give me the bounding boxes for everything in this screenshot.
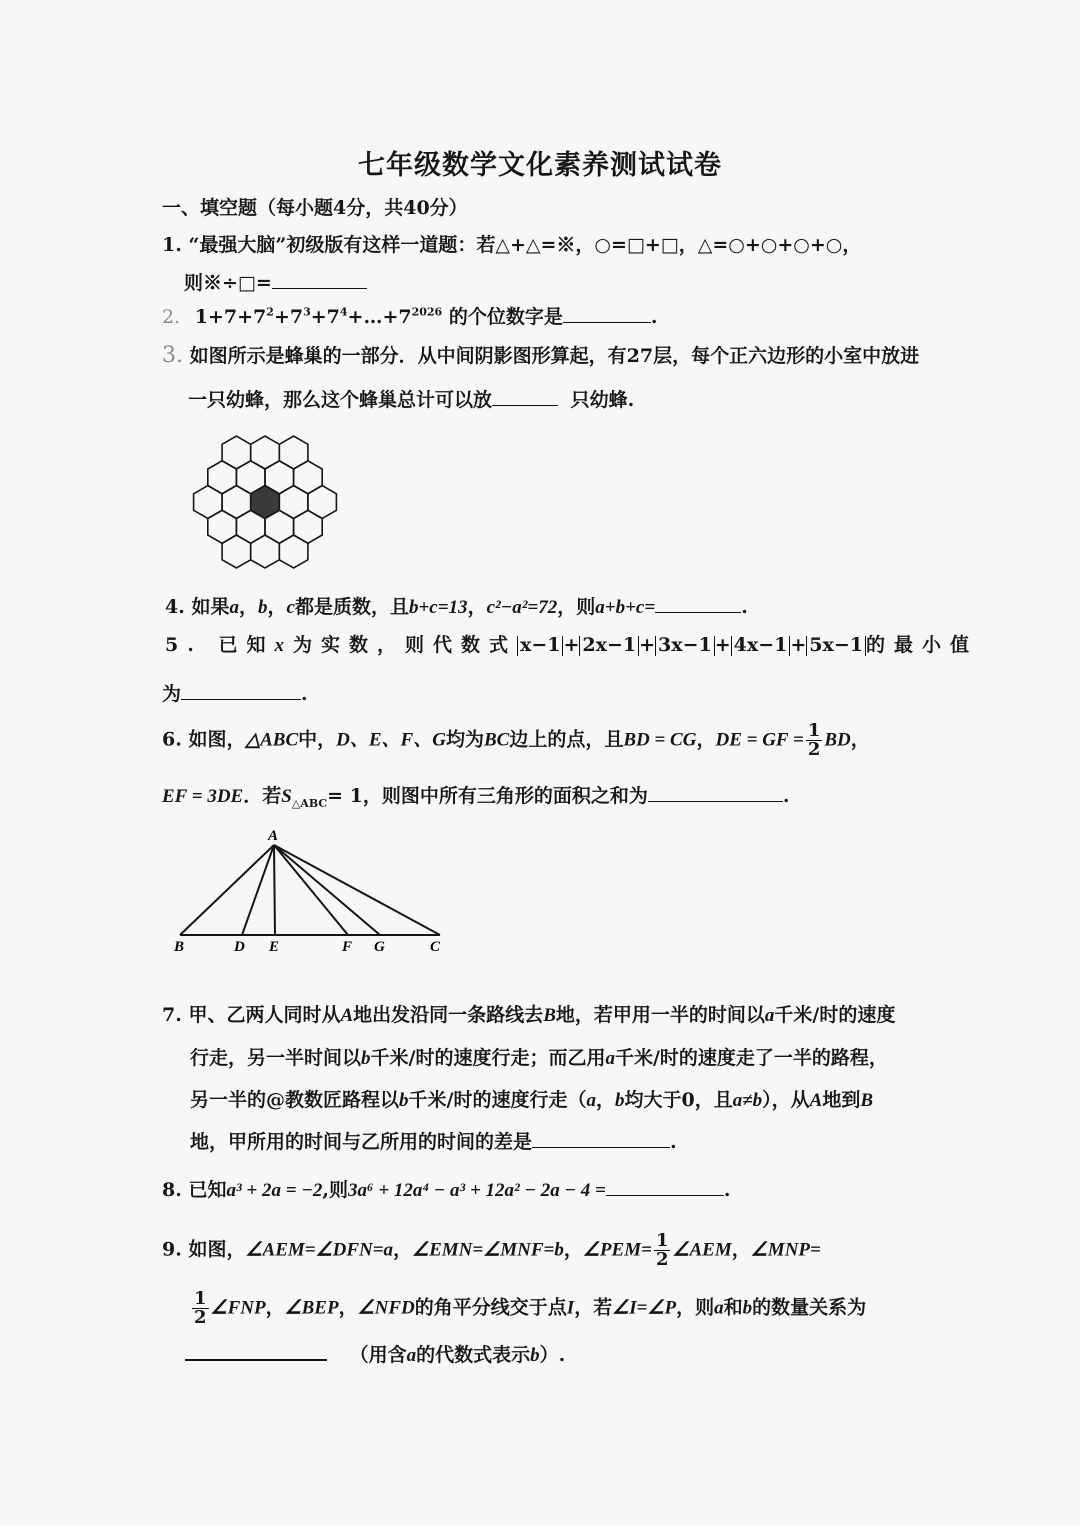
segment-ac bbox=[274, 845, 440, 935]
question-number: 7. bbox=[162, 1004, 182, 1026]
answer-blank[interactable] bbox=[272, 269, 367, 289]
point-label-b: B bbox=[174, 939, 185, 955]
answer-blank[interactable] bbox=[185, 1340, 327, 1361]
answer-blank[interactable] bbox=[606, 1176, 724, 1196]
question-3-line2 bbox=[188, 385, 634, 412]
point-label-g: G bbox=[374, 939, 385, 955]
question-7-line4: 地，甲所用的时间与乙所用的时间的差是 . bbox=[190, 1127, 677, 1154]
point-label-d: D bbox=[234, 939, 245, 955]
question-5-line2: 为 . bbox=[162, 679, 308, 706]
point-label-e: E bbox=[269, 939, 280, 955]
question-1-line2 bbox=[184, 268, 367, 295]
question-8: 8. 已知a³ + 2a = −2,则3a⁶ + 12a⁴ − a³ + 12a² − 2a − 4 = . bbox=[162, 1175, 730, 1202]
answer-blank[interactable] bbox=[563, 303, 651, 323]
answer-blank[interactable] bbox=[492, 386, 558, 406]
question-4: 4. 如果a，b，c都是质数，且b+c=13，c²−a²=72，则a+b+c= . bbox=[165, 592, 748, 619]
honeycomb-cell bbox=[308, 486, 337, 519]
segment-ab bbox=[180, 845, 274, 935]
triangle-figure bbox=[168, 825, 458, 955]
question-text: 如图所示是蜂巢的一部分．从中间阴影图形算起，有27层，每个正六边形的小室中放进 bbox=[189, 345, 920, 367]
question-9-line3: （用含a的代数式表示b）. bbox=[185, 1340, 565, 1367]
question-6-line1: 6. 如图，△ABC中，D、E、F、G均为BC边上的点，且BD = CG，DE = GF = $\frac{1}{2}$ BD， bbox=[162, 720, 870, 760]
question-number: 4. bbox=[165, 596, 185, 618]
question-3-line1 bbox=[162, 341, 919, 368]
segment-ag bbox=[274, 845, 380, 935]
question-7-line2: 行走，另一半时间以b千米/时的速度行走；而乙用a千米/时的速度走了一半的路程， bbox=[190, 1047, 888, 1069]
question-number: 2. bbox=[162, 306, 181, 328]
question-number: 5. bbox=[165, 634, 203, 656]
question-text: 一只幼蜂，那么这个蜂巢总计可以放 bbox=[188, 389, 493, 411]
question-number: 8. bbox=[162, 1179, 182, 1201]
question-number: 1. bbox=[162, 234, 182, 256]
answer-blank[interactable] bbox=[181, 680, 301, 700]
question-number: 6. bbox=[162, 728, 182, 751]
math-expression: $1+7+7^2+7^3+7^4+\dots+7^{2026}$ bbox=[194, 305, 443, 328]
question-text: 则※÷□= bbox=[184, 272, 272, 294]
question-text: “最强大脑”初级版有这样一道题：若△+△=※，○=□+□，△=○+○+○+○， bbox=[188, 234, 862, 256]
question-9-line1: 9. 如图，∠AEM=∠DFN=a，∠EMN=∠MNF=b，∠PEM= $\frac{1}{2}$ ∠AEM，∠MNP= bbox=[162, 1230, 821, 1270]
segment-ad bbox=[242, 845, 274, 935]
point-label-a: A bbox=[268, 828, 279, 844]
question-5-line1: 5. 已知x为实数，则代数式 x−1 + 2x−1 + 3x−1 + 4x−1 + 5x−1 的最小值 bbox=[165, 634, 978, 656]
segment-af bbox=[274, 845, 348, 935]
question-text: 的个位数字是 bbox=[448, 306, 563, 328]
section-heading: 一、填空题（每小题4分，共40分） bbox=[162, 197, 468, 219]
answer-blank[interactable] bbox=[532, 1128, 670, 1148]
answer-blank[interactable] bbox=[648, 782, 783, 802]
fraction-half: $\frac{1}{2}$ bbox=[194, 1288, 207, 1328]
answer-blank[interactable] bbox=[655, 593, 741, 613]
question-number: 9. bbox=[162, 1238, 182, 1261]
exam-title: 七年级数学文化素养测试试卷 bbox=[358, 150, 722, 181]
honeycomb-figure bbox=[185, 418, 345, 586]
fraction-half: $\frac{1}{2}$ bbox=[807, 720, 821, 760]
question-7-line1: 7. 甲、乙两人同时从A地出发沿同一条路线去B地，若甲用一半的时间以a千米/时的速度 bbox=[162, 1004, 896, 1026]
segment-ae bbox=[274, 845, 275, 935]
point-label-c: C bbox=[430, 939, 441, 955]
question-1-line1 bbox=[162, 230, 861, 257]
question-6-line2: EF = 3DE．若$S_{\triangle ABC}= 1$，则图中所有三角形的面积之和为 . bbox=[162, 781, 789, 810]
question-7-line3: 另一半的@教数匠路程以b千米/时的速度行走（a，b均大于0，且a≠b），从A地到B bbox=[190, 1089, 874, 1111]
question-number: 3. bbox=[162, 343, 183, 368]
point-label-f: F bbox=[342, 939, 353, 955]
question-2: 2. $1+7+7^2+7^3+7^4+\dots+7^{2026}$ 的个位数字是 . bbox=[162, 302, 657, 329]
question-text: 只幼蜂. bbox=[570, 389, 635, 411]
fraction-half: $\frac{1}{2}$ bbox=[655, 1230, 669, 1270]
question-9-line2: $\frac{1}{2}$ ∠FNP，∠BEP，∠NFD的角平分线交于点I，若∠I=∠P，则a和b的数量关系为 bbox=[194, 1288, 867, 1328]
